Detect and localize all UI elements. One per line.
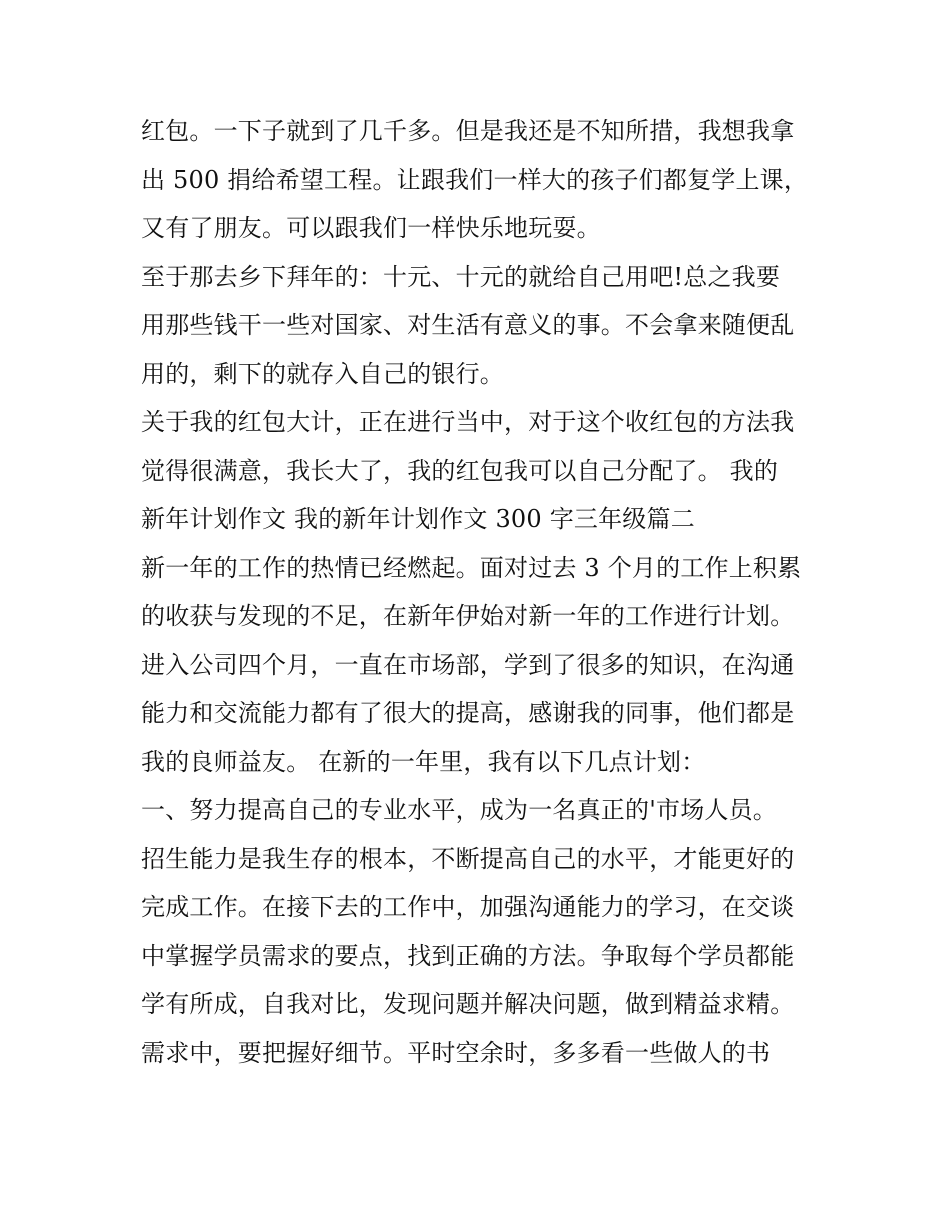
text-line: 能力和交流能力都有了很大的提高，感谢我的同事，他们都是 (141, 699, 795, 727)
text-line: 关于我的红包大计，正在进行当中，对于这个收红包的方法我 (141, 408, 795, 436)
text-line: 新年计划作文 我的新年计划作文 300 字三年级篇二 (141, 505, 695, 533)
text-line: 的收获与发现的不足，在新年伊始对新一年的工作进行计划。 (141, 602, 795, 630)
text-line: 用那些钱干一些对国家、对生活有意义的事。不会拿来随便乱 (141, 311, 795, 339)
text-line: 出 500 捐给希望工程。让跟我们一样大的孩子们都复学上课， (141, 165, 809, 194)
text-line: 又有了朋友。可以跟我们一样快乐地玩耍。 (141, 214, 601, 242)
text-line: 用的，剩下的就存入自己的银行。 (141, 359, 504, 388)
text-line: 进入公司四个月，一直在市场部，学到了很多的知识，在沟通 (141, 650, 795, 679)
text-line: 一、努力提高自己的专业水平，成为一名真正的'市场人员。 (141, 796, 777, 824)
text-line: 完成工作。在接下去的工作中，加强沟通能力的学习，在交谈 (141, 893, 795, 921)
text-line: 招生能力是我生存的根本，不断提高自己的水平，才能更好的 (141, 844, 795, 873)
text-line: 学有所成，自我对比，发现问题并解决问题，做到精益求精。 (141, 990, 795, 1018)
text-line: 我的良师益友。 在新的一年里，我有以下几点计划： (141, 747, 706, 776)
document-body (141, 107, 821, 1077)
text-line: 至于那去乡下拜年的：十元、十元的就给自己用吧!总之我要 (141, 262, 781, 291)
text-line: 觉得很满意，我长大了，我的红包我可以自己分配了。 我的 (141, 456, 779, 485)
text-line: 需求中，要把握好细节。平时空余时，多多看一些做人的书 (141, 1038, 771, 1067)
text-line: 红包。一下子就到了几千多。但是我还是不知所措，我想我拿 (141, 117, 795, 145)
text-line: 新一年的工作的热情已经燃起。面对过去 3 个月的工作上积累 (141, 553, 802, 582)
text-line: 中掌握学员需求的要点，找到正确的方法。争取每个学员都能 (141, 941, 795, 970)
